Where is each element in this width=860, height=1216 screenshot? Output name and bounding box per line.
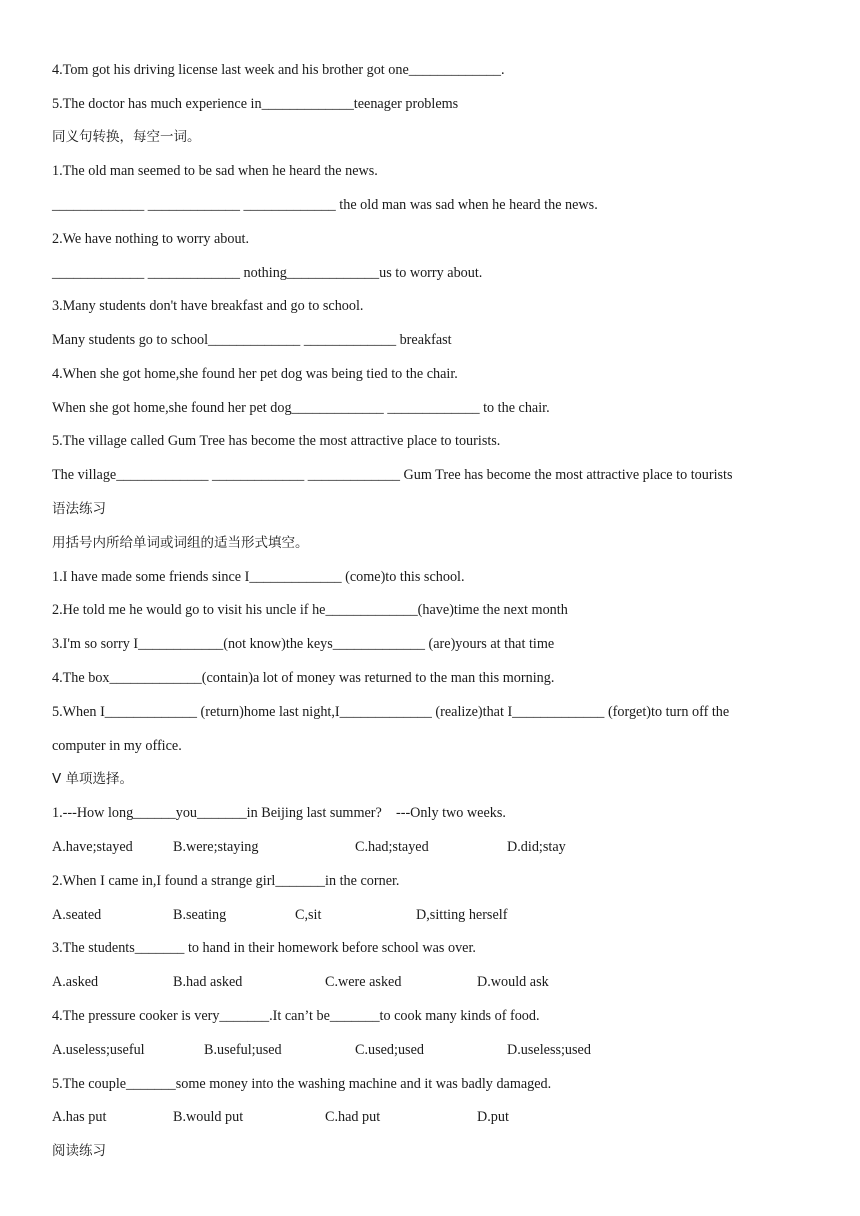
question-line: 5.The village called Gum Tree has become the most attractive place to tourists.: [52, 433, 501, 449]
question-line-continued: computer in my office.: [52, 738, 182, 754]
question-line: 1.---How long______you_______in Beijing last summer? ---Only two weeks.: [52, 805, 506, 821]
question-line: 3.The students_______ to hand in their homework before school was over.: [52, 940, 476, 956]
option-a: A.has put: [52, 1109, 107, 1125]
option-c: C.were asked: [325, 974, 402, 990]
option-b: B.would put: [173, 1109, 244, 1125]
question-line: 2.We have nothing to worry about.: [52, 231, 250, 247]
option-c: C.had;stayed: [355, 839, 429, 855]
option-c: C.had put: [325, 1109, 381, 1125]
answer-line: _____________ _____________ nothing_____________us to worry about.: [52, 265, 483, 281]
section-instruction: 用括号内所给单词或词组的适当形式填空。: [52, 535, 309, 551]
question-line: 5.When I_____________ (return)home last night,I_____________ (realize)that I_____________ (forget)to turn off the: [52, 704, 730, 720]
option-b: B.had asked: [173, 974, 243, 990]
exercise-line: 5.The doctor has much experience in_____________teenager problems: [52, 96, 459, 112]
section-heading: 同义句转换，每空一词。: [52, 129, 201, 145]
option-d: D,sitting herself: [416, 907, 508, 923]
section-heading: V 单项选择。: [52, 771, 134, 787]
option-d: D.did;stay: [507, 839, 566, 855]
section-heading: 阅读练习: [52, 1143, 106, 1159]
question-line: 4.The pressure cooker is very_______.It can’t be_______to cook many kinds of food.: [52, 1008, 540, 1024]
answer-line: _____________ _____________ _____________ the old man was sad when he heard the news.: [52, 197, 598, 213]
question-line: 4.The box_____________(contain)a lot of money was returned to the man this morning.: [52, 670, 555, 686]
option-a: A.asked: [52, 974, 99, 990]
question-line: 2.When I came in,I found a strange girl_______in the corner.: [52, 873, 400, 889]
question-line: 2.He told me he would go to visit his uncle if he_____________(have)time the next month: [52, 602, 568, 618]
option-a: A.useless;useful: [52, 1042, 145, 1058]
option-d: D.put: [477, 1109, 509, 1125]
option-c: C.used;used: [355, 1042, 424, 1058]
exercise-line: 4.Tom got his driving license last week and his brother got one_____________.: [52, 62, 505, 78]
question-line: 1.I have made some friends since I_____________ (come)to this school.: [52, 569, 465, 585]
question-line: 5.The couple_______some money into the washing machine and it was badly damaged.: [52, 1076, 552, 1092]
question-line: 3.I'm so sorry I____________(not know)the keys_____________ (are)yours at that time: [52, 636, 555, 652]
option-b: B.seating: [173, 907, 227, 923]
option-b: B.were;staying: [173, 839, 259, 855]
option-c: C,sit: [295, 907, 322, 923]
option-d: D.would ask: [477, 974, 549, 990]
option-b: B.useful;used: [204, 1042, 282, 1058]
answer-line: When she got home,she found her pet dog_____________ _____________ to the chair.: [52, 400, 550, 416]
question-line: 4.When she got home,she found her pet dog was being tied to the chair.: [52, 366, 458, 382]
answer-line: The village_____________ _____________ _____________ Gum Tree has become the most attractive place to tourists: [52, 467, 733, 483]
option-a: A.have;stayed: [52, 839, 133, 855]
option-a: A.seated: [52, 907, 102, 923]
section-heading: 语法练习: [52, 501, 106, 517]
question-line: 1.The old man seemed to be sad when he heard the news.: [52, 163, 378, 179]
option-d: D.useless;used: [507, 1042, 591, 1058]
answer-line: Many students go to school_____________ _____________ breakfast: [52, 332, 452, 348]
question-line: 3.Many students don't have breakfast and go to school.: [52, 298, 364, 314]
